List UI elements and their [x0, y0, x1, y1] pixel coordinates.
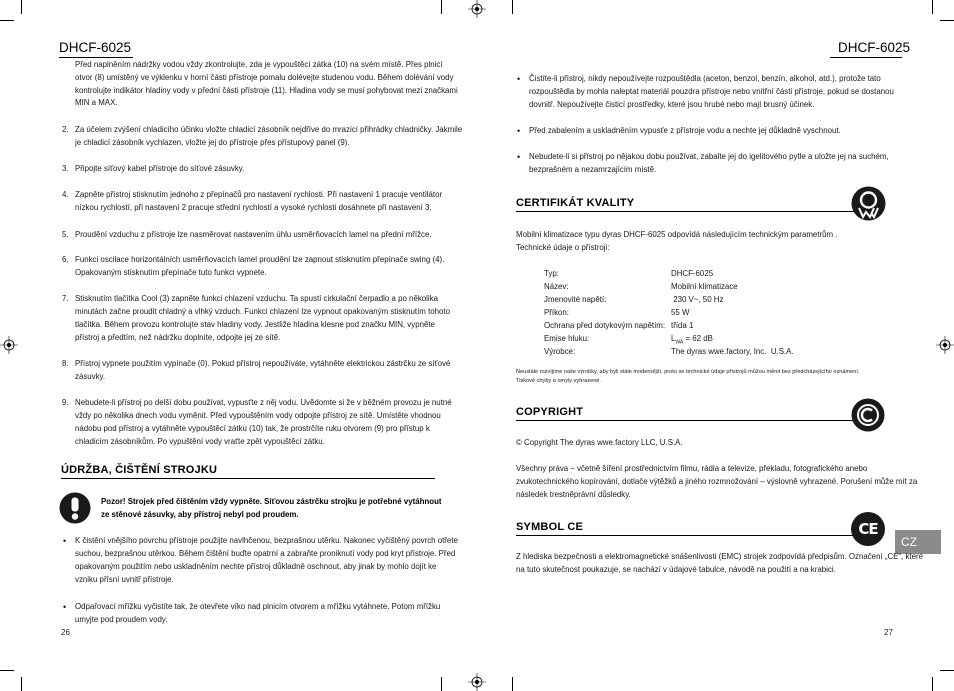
- step-line: Funkci oscilace horizontálních usměrňovacích lamel proudění lze zapnout stisknutím přepínače swing (4).: [75, 255, 445, 264]
- step-line: je chladicí zásobník vychlazen, vložte jej do přístroje přes přístupový panel (9).: [75, 138, 350, 147]
- ce-body-line: na tuto skutečnost poukazuje, se nachází v údajové tabulce, návodě na použití a na krabici.: [516, 565, 836, 574]
- step-number: 6.: [62, 255, 69, 264]
- step-number: 4.: [62, 190, 69, 199]
- bullet-line: suchou, bezprašnou utěrkou. Během čištění buďte opatrní a zabraňte proniknutí vody pod kryt přístroje. Před: [75, 549, 456, 558]
- step-line: zásuvky.: [75, 372, 106, 381]
- step-number: 2.: [62, 125, 69, 134]
- copyright-line: © Copyright The dyras wwe.factory LLC, U.S.A.: [516, 438, 683, 447]
- note-line: Neustále rozvíjíme naše výrobky, aby byli stále modernější, proto se technické údaje přístrojů můžou měnit bez předcházejícího oznámení.: [516, 369, 860, 375]
- copyright-body-line: následek trestněprávní důsledky.: [516, 490, 631, 499]
- step-number: 8.: [62, 359, 69, 368]
- bullet-line: rozpouštědla by mohla naleptat materiál pouzdra přístroje nebo vnitřní části přístroje, pokud se dostanou: [529, 87, 894, 96]
- registration-mark-left: [0, 336, 18, 354]
- registration-mark-top: [468, 0, 486, 18]
- step-line: minutách začne proudit chladný a vlhký vzduch. Funkci chlazení lze vypnout opakovaným stisknutím tohoto: [75, 307, 451, 316]
- step-line: přístroj a předtím, než nádržku doplníte, odpojte jej ze sítě.: [75, 333, 281, 342]
- spec-label: Příkon:: [544, 308, 569, 317]
- maintenance-heading: ÚDRŽBA, ČIŠTĚNÍ STROJKU: [61, 464, 218, 476]
- left-model-header: DHCF-6025: [59, 40, 132, 55]
- spec-label: Název:: [544, 282, 569, 291]
- bullet-line: K čistění vnějšího povrchu přístroje použijte navlhčenou, bezprašnou utěrku. Nakonec vyčištěný povrch otřete: [75, 536, 458, 545]
- bullet-line: bezprašném a nezamrzajícím místě.: [529, 165, 657, 174]
- step-line: Zapněte přístroj stisknutím jednoho z přepínačů pro nastavení rychlosti. Při nastavení 1 pracuje ventilátor: [75, 190, 443, 199]
- ce-mark-icon: CE: [851, 512, 885, 546]
- step-number: 7.: [62, 294, 69, 303]
- spec-value: 230 V~, 50 Hz: [671, 295, 724, 304]
- step-line: tlačítka. Během provozu kontrolujte stav hladiny vody. Jestliže hladina klesne pod značku MIN, vypněte: [75, 320, 435, 329]
- step-line: Opakovaným stisknutím přepínače tuto funkci vypnete.: [75, 268, 267, 277]
- copyright-body-line: Všechny práva – včetně šíření prostřednictvím filmu, rádia a televize, překladu, fotografického anebo: [516, 464, 868, 473]
- spec-value: Mobilní klimatizace: [671, 282, 738, 291]
- page-number-right: 27: [884, 628, 893, 637]
- step-line: Stisknutím tlačítka Cool (3) zapněte funkci chlazení vzduchu. Ta spustí cirkulační čerpadlo a po několika: [75, 294, 439, 303]
- bullet-line: Odpařovací mřížku vyčistíte tak, že otevřete víko nad plnicím otvorem a mřížku vytáhnete. Potom mřížku: [75, 602, 441, 611]
- spec-value: 55 W: [671, 308, 690, 317]
- spec-label: Výrobce:: [544, 347, 576, 356]
- step-line: nádobu pod přístroj a vytáhněte vypouštěcí zátku (10) tak, že prostrčíte ruku otvorem (9) pro přístup k: [75, 424, 430, 433]
- bullet-line: Nebudete-li si přístroj po nějakou dobu používat, zabalte jej do igelitového pytle a uložte jej na suchém,: [529, 152, 889, 161]
- intro-line: kontrolujte indikátor hladiny vody v přední části přístroje (11). Hladina vody se musí pohybovat mezi značkami: [75, 86, 458, 95]
- certificate-heading: CERTIFIKÁT KVALITY: [516, 197, 635, 209]
- language-tab: CZ: [895, 530, 941, 554]
- quality-certificate-icon: [851, 186, 886, 221]
- step-number: 5.: [62, 230, 69, 239]
- step-line: vždy po několika dnech vodu vyměnit. Před vypouštěním vody odpojte přístroj ze sítě. Umístěte vhodnou: [75, 411, 441, 420]
- cert-intro-line: Technické údaje o přístroji:: [516, 243, 610, 252]
- step-line: Přístroj vypnete použitím vypínače (0). Pokud přístroj nepoužíváte, vytáhněte elektrickou zástrčku ze síťové: [75, 359, 451, 368]
- registration-mark-bottom: [468, 673, 486, 691]
- step-number: 3.: [62, 164, 69, 173]
- bullet-line: vzniku přísní uvnitř přístroje.: [75, 575, 174, 584]
- ce-heading: SYMBOL CE: [516, 521, 583, 533]
- step-line: Proudění vzduchu z přístroje lze nasměrovat nastavením úhlu usměrňovacích lamel na přední mřížce.: [75, 230, 432, 239]
- cert-intro-line: Mobilní klimatizace typu dyras DHCF-6025 odpovídá následujícím technickým parametrům .: [516, 230, 838, 239]
- spec-label: Typ:: [544, 269, 559, 278]
- bullet-line: opakovaným použitím nebo uskladněním nechte přístroj důkladně oschnout, aby jinak by mohlo dojít ke: [75, 562, 437, 571]
- copyright-body-line: zvukotechnického kopírování, dotlače výtěžků a jiného rozmnožování – výslovně vyhrazené. Porušení může mít za: [516, 477, 918, 486]
- intro-line: MIN a MAX.: [75, 98, 118, 107]
- spec-value: The dyras wwe.factory, Inc. U.S.A.: [671, 347, 794, 356]
- spec-label: Jmenovité napětí:: [544, 295, 607, 304]
- copyright-heading: COPYRIGHT: [516, 406, 584, 418]
- intro-line: otvor (8) umístěný ve výklenku v horní části přístroje pomalu dolévejte studenou vodu. Během dolévání vody: [75, 73, 454, 82]
- step-line: Připojte síťový kabel přístroje do síťové zásuvky.: [75, 164, 245, 173]
- step-line: chladicím zásobníkům. Po vypuštění vody vraťte zpět vypouštěcí zátku.: [75, 437, 325, 446]
- intro-line: Před naplněním nádržky vodou vždy zkontrolujte, zda je vypouštěcí zátka (10) na svém místě. Přes plnicí: [75, 60, 443, 69]
- page-number-left: 26: [61, 628, 70, 637]
- ce-body-line: Z hlediska bezpečnosti a elektromagnetické snášenlivosti (EMC) strojek zodpovídá předpisům. Označení „CE“, které: [516, 552, 923, 561]
- step-line: Nebudete-li přístroj po delší dobu používat, vypusťte z něj vodu. Uvědomte si že v běžném provozu je nutné: [75, 398, 452, 407]
- right-model-header: DHCF-6025: [838, 40, 911, 55]
- warning-icon: [59, 492, 91, 524]
- registration-mark-right: [936, 336, 954, 354]
- warning-line: Pozor! Strojek před čištěním vždy vypněte. Síťovou zástrčku strojku je potřebné vytáhnout: [101, 497, 442, 506]
- copyright-icon: [851, 398, 885, 432]
- step-line: nízkou rychlostí, při nastavení 2 pracuje střední rychlostí a vysoké rychlosti dosáhnete při nastavení 3.: [75, 203, 432, 212]
- bullet-line: dovnitř. Nepoužívejte čisticí prostředky, které jsou hrubé nebo mají brusný účinek.: [529, 100, 815, 109]
- spec-value: DHCF-6025: [671, 269, 714, 278]
- note-line: Tiskové chyby a omyly vyhrazené.: [516, 378, 601, 384]
- spec-label: Ochrana před dotykovým napětím:: [544, 321, 666, 330]
- step-number: 9.: [62, 398, 69, 407]
- bullet-line: umyjte pod proudem vody.: [75, 615, 168, 624]
- bullet-line: Čistíte-li přístroj, nikdy nepoužívejte rozpouštědla (aceton, benzol, benzín, alkohol, atd.), protože tato: [529, 74, 881, 83]
- bullet-line: Před zabalením a uskladněním vypusťe z přístroje vodu a nechte jej důkladně vyschnout.: [529, 126, 841, 135]
- spec-label: Emise hluku:: [544, 334, 590, 343]
- spec-value: třída 1: [671, 321, 694, 330]
- spec-value: $L_{WA} = 62$ dB: [671, 334, 713, 346]
- warning-line: ze stěnové zásuvky, aby přístroj nebyl pod proudem.: [101, 510, 299, 519]
- step-line: Za účelem zvýšení chladicího účinku vložte chladicí zásobník nejdříve do mrazicí přihrádky chladničky. Jakmile: [75, 125, 463, 134]
